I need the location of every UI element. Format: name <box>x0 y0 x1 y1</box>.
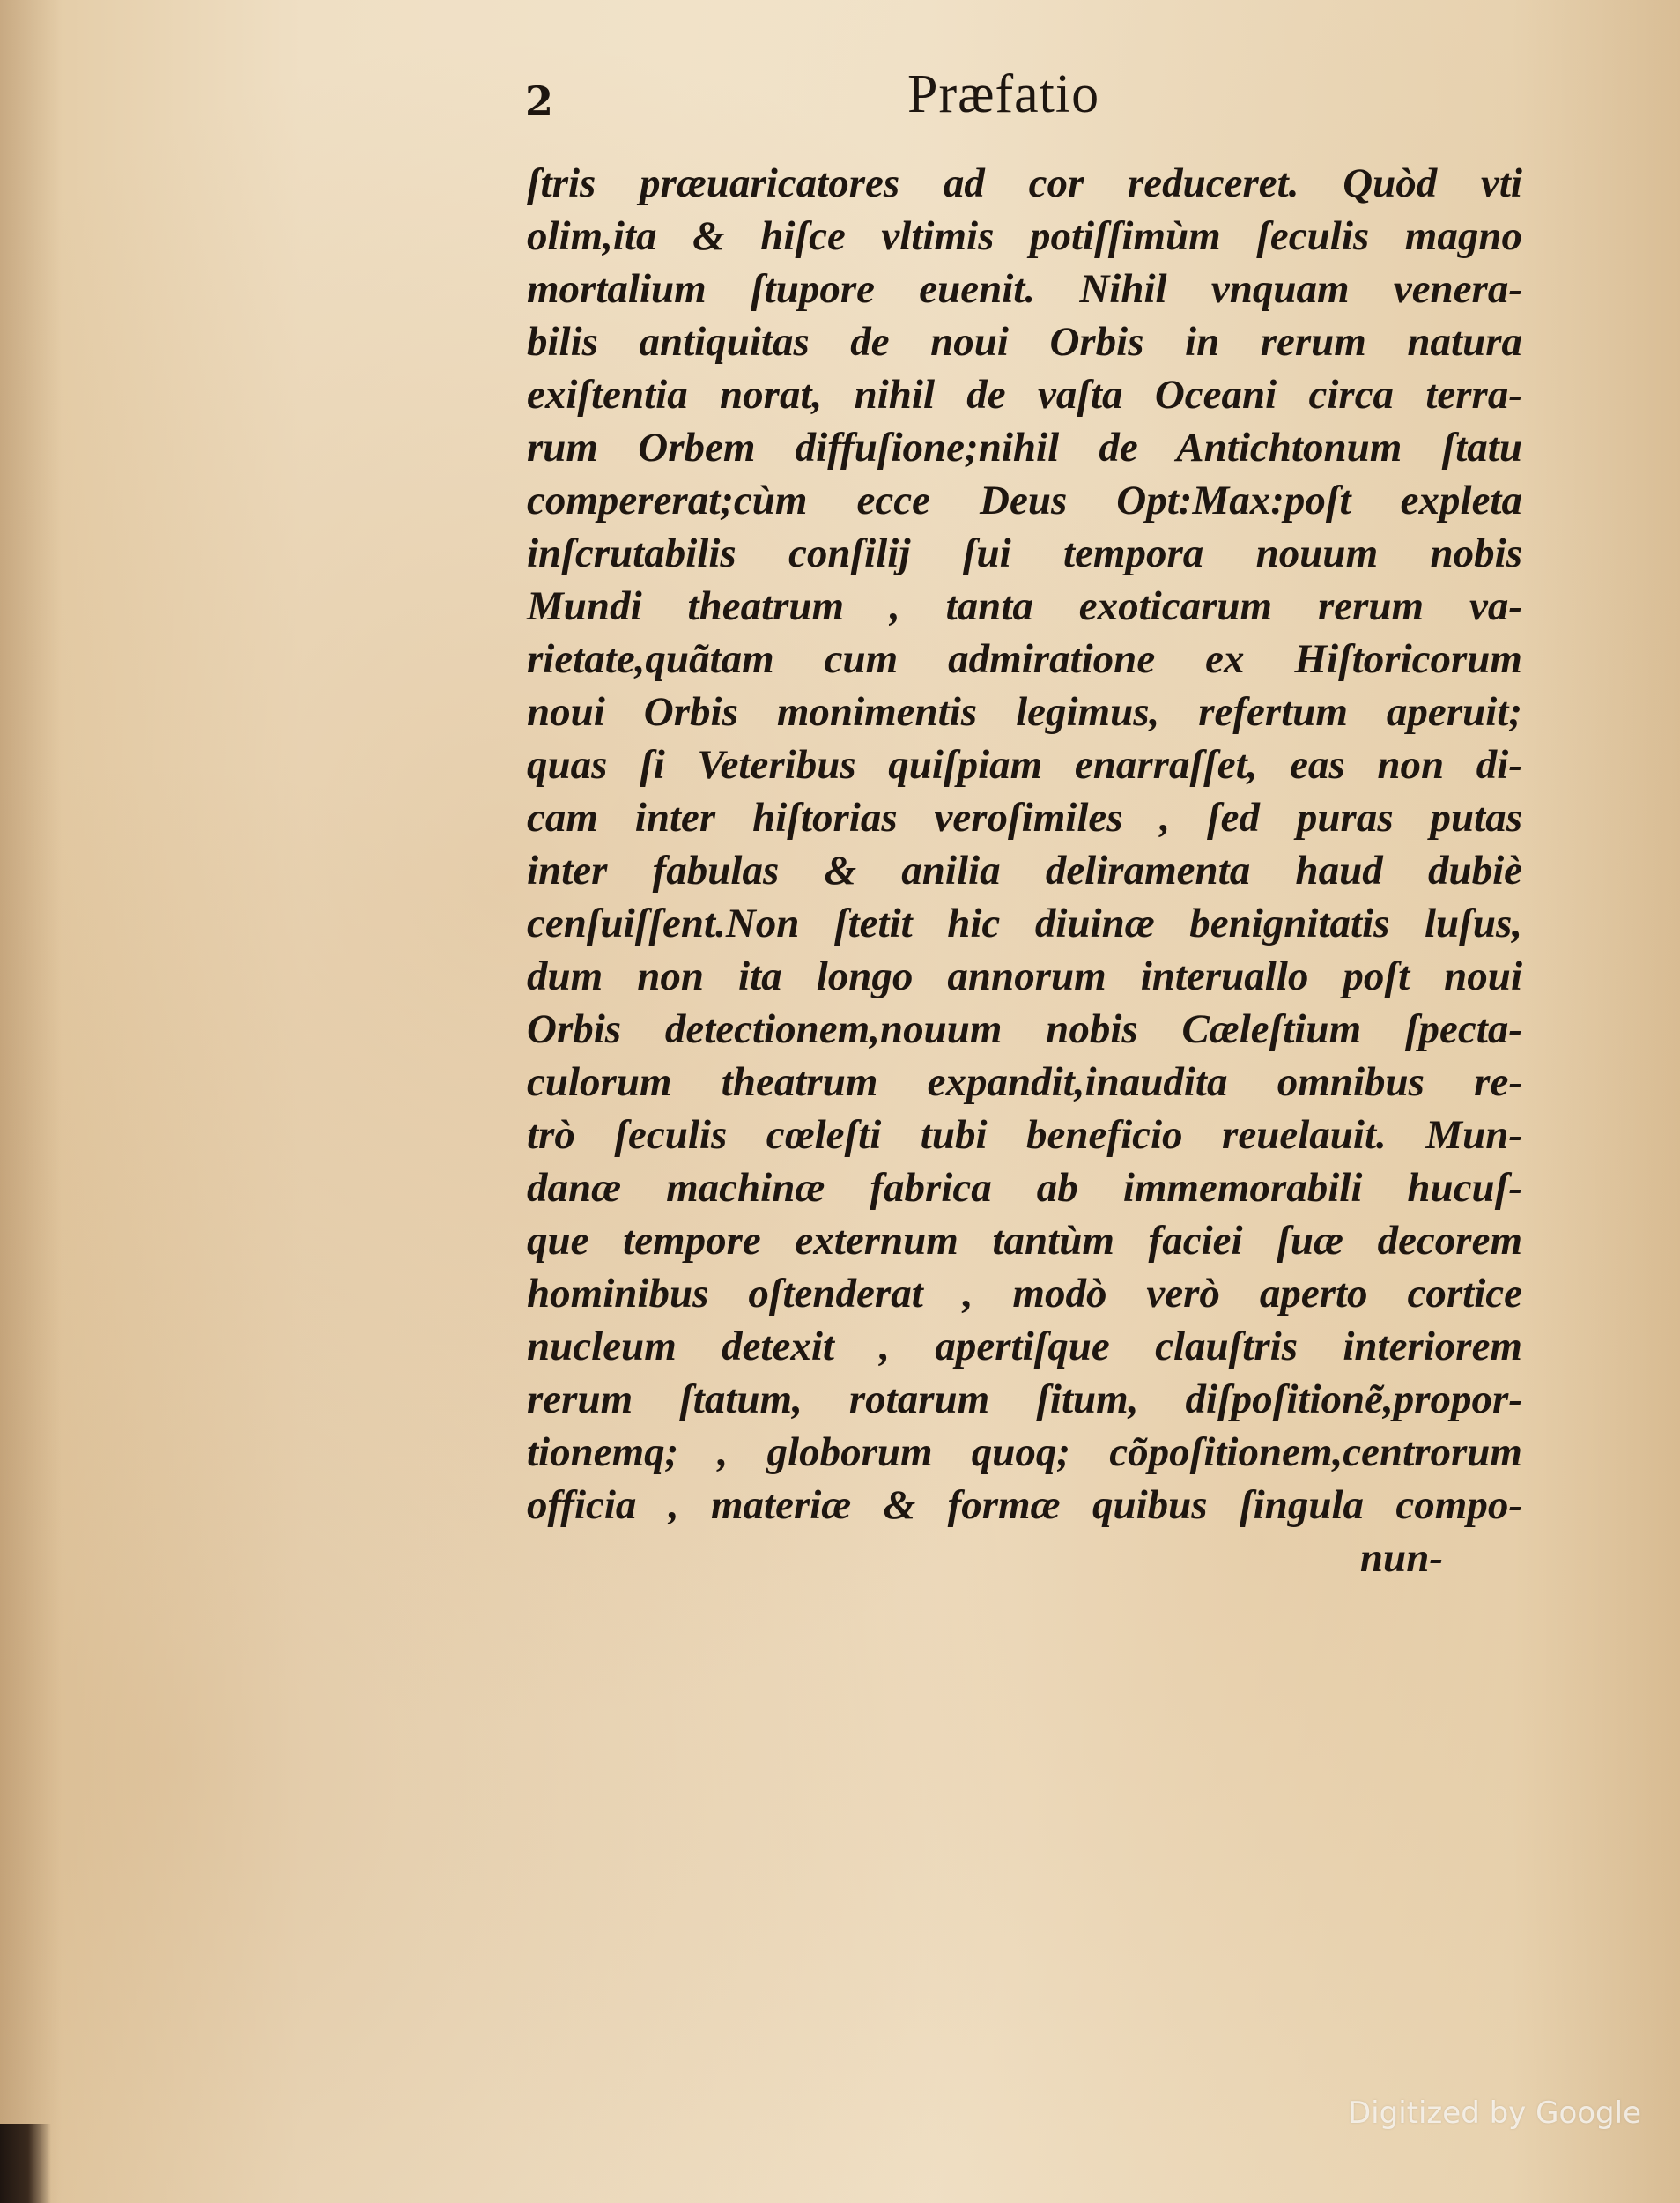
text-line: ſtris præuaricatores ad cor reduceret. Quòd vti <box>527 160 1522 206</box>
text-line: compererat;cùm ecce Deus Opt:Max:poſt expleta <box>527 478 1522 523</box>
text-line: cam inter hiſtorias veroſimiles , ſed puras putas <box>527 795 1522 841</box>
text-line: dum non ita longo annorum interuallo poſt noui <box>527 953 1522 999</box>
text-line: bilis antiquitas de noui Orbis in rerum natura <box>527 319 1522 365</box>
text-line: noui Orbis monimentis legimus, refertum aperuit; <box>527 689 1522 735</box>
text-line: Orbis detectionem,nouum nobis Cæleſtium ſpecta- <box>527 1006 1522 1052</box>
digitization-watermark: Digitized by Google <box>1348 2095 1641 2131</box>
text-line: trò ſeculis cœleſti tubi beneficio reuelauit. Mun- <box>527 1112 1522 1158</box>
running-title: Præfatio <box>907 64 1100 124</box>
text-line: officia , materiæ & formæ quibus ſingula compo- <box>527 1482 1522 1528</box>
text-line: rum Orbem diffuſione;nihil de Antichtonum ſtatu <box>527 425 1522 471</box>
text-line: culorum theatrum expandit,inaudita omnibus re- <box>527 1059 1522 1105</box>
binding-edge <box>0 2124 51 2203</box>
text-line: tionemq; , globorum quoq; cõpoſitionem,centrorum <box>527 1429 1522 1475</box>
body-text-block <box>527 157 1522 1584</box>
text-line: rerum ſtatum, rotarum ſitum, diſpoſitionẽ,propor- <box>527 1376 1522 1422</box>
text-line: mortalium ſtupore euenit. Nihil vnquam venera- <box>527 266 1522 312</box>
text-line: inſcrutabilis conſilij ſui tempora nouum nobis <box>527 530 1522 576</box>
catchword: nun- <box>1359 1535 1443 1581</box>
page-number: 2 <box>525 78 554 125</box>
text-line: hominibus oſtenderat , modò verò aperto cortice <box>527 1271 1522 1317</box>
text-line: quas ſi Veteribus quiſpiam enarraſſet, eas non di- <box>527 742 1522 788</box>
text-line: Mundi theatrum , tanta exoticarum rerum va- <box>527 583 1522 629</box>
page-edge-shadow <box>0 0 62 2203</box>
text-line: cenſuiſſent.Non ſtetit hic diuinæ benignitatis luſus, <box>527 901 1522 946</box>
text-line: danæ machinæ fabrica ab immemorabili hucuſ- <box>527 1165 1522 1211</box>
text-line: rietate,quãtam cum admiratione ex Hiſtoricorum <box>527 636 1522 682</box>
text-line: exiſtentia norat, nihil de vaſta Oceani circa terra- <box>527 372 1522 418</box>
text-line: que tempore externum tantùm faciei ſuæ decorem <box>527 1218 1522 1264</box>
text-line: nucleum detexit , apertiſque clauſtris interiorem <box>527 1324 1522 1369</box>
text-line: olim,ita & hiſce vltimis potiſſimùm ſeculis magno <box>527 213 1522 259</box>
text-line: inter fabulas & anilia deliramenta haud dubiè <box>527 848 1522 894</box>
